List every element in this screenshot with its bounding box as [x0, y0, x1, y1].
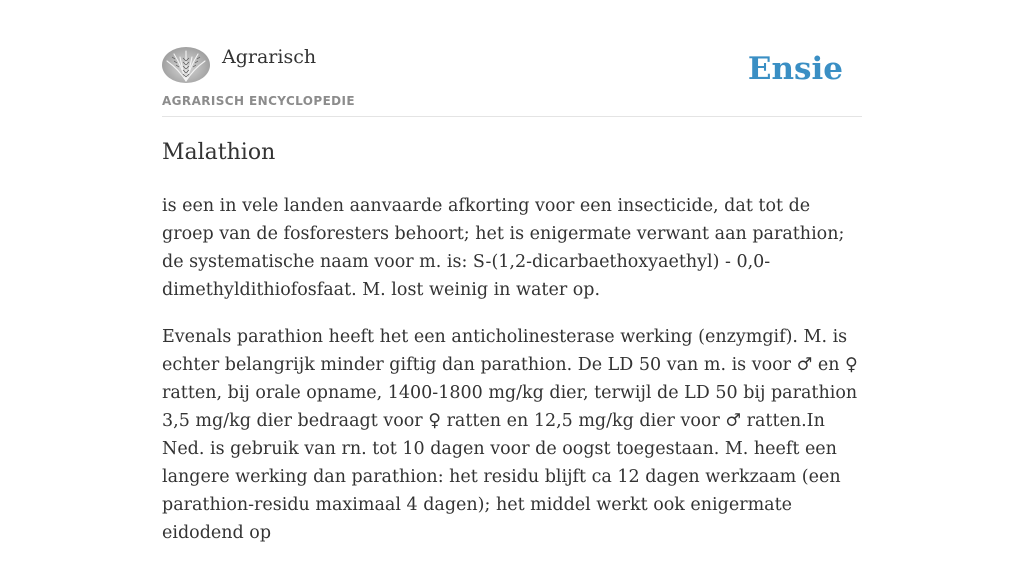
source-subtitle: AGRARISCH ENCYCLOPEDIE — [162, 94, 355, 108]
article-paragraph: is een in vele landen aanvaarde afkorting voor een insecticide, dat tot de groep van de fosforesters behoort; het is enigermate verwant aan parathion; de systematische naam voor m. is: S-(1,2-dicarbaethoxyaethyl) - 0,0-dimethyldithiofosfaat. M. lost weinig in water op. — [162, 196, 845, 300]
wheat-icon[interactable] — [162, 47, 210, 83]
article-paragraph: Evenals parathion heeft het een anticholinesterase werking (enzymgif). M. is echter belangrijk minder giftig dan parathion. De LD 50 van m. is voor ♂ en ♀ ratten, bij orale opname, 1400-1800 mg/kg dier, terwijl de LD 50 bij parathion 3,5 mg/kg dier bedraagt voor ♀ ratten en 12,5 mg/kg dier voor ♂ ratten.In Ned. is gebruik van rn. tot 10 dagen voor de oogst toegestaan. M. heeft een langere werking dan parathion: het residu blijft ca 12 dagen werkzaam (een parathion-residu maximaal 4 dagen); het middel werkt ook enigermate eidodend op — [162, 327, 858, 543]
header — [162, 44, 862, 117]
article-title: Malathion — [162, 140, 276, 165]
source-name[interactable]: Agrarisch — [222, 46, 317, 68]
article-body — [162, 192, 862, 566]
brand-logo[interactable]: Ensie — [747, 51, 843, 87]
